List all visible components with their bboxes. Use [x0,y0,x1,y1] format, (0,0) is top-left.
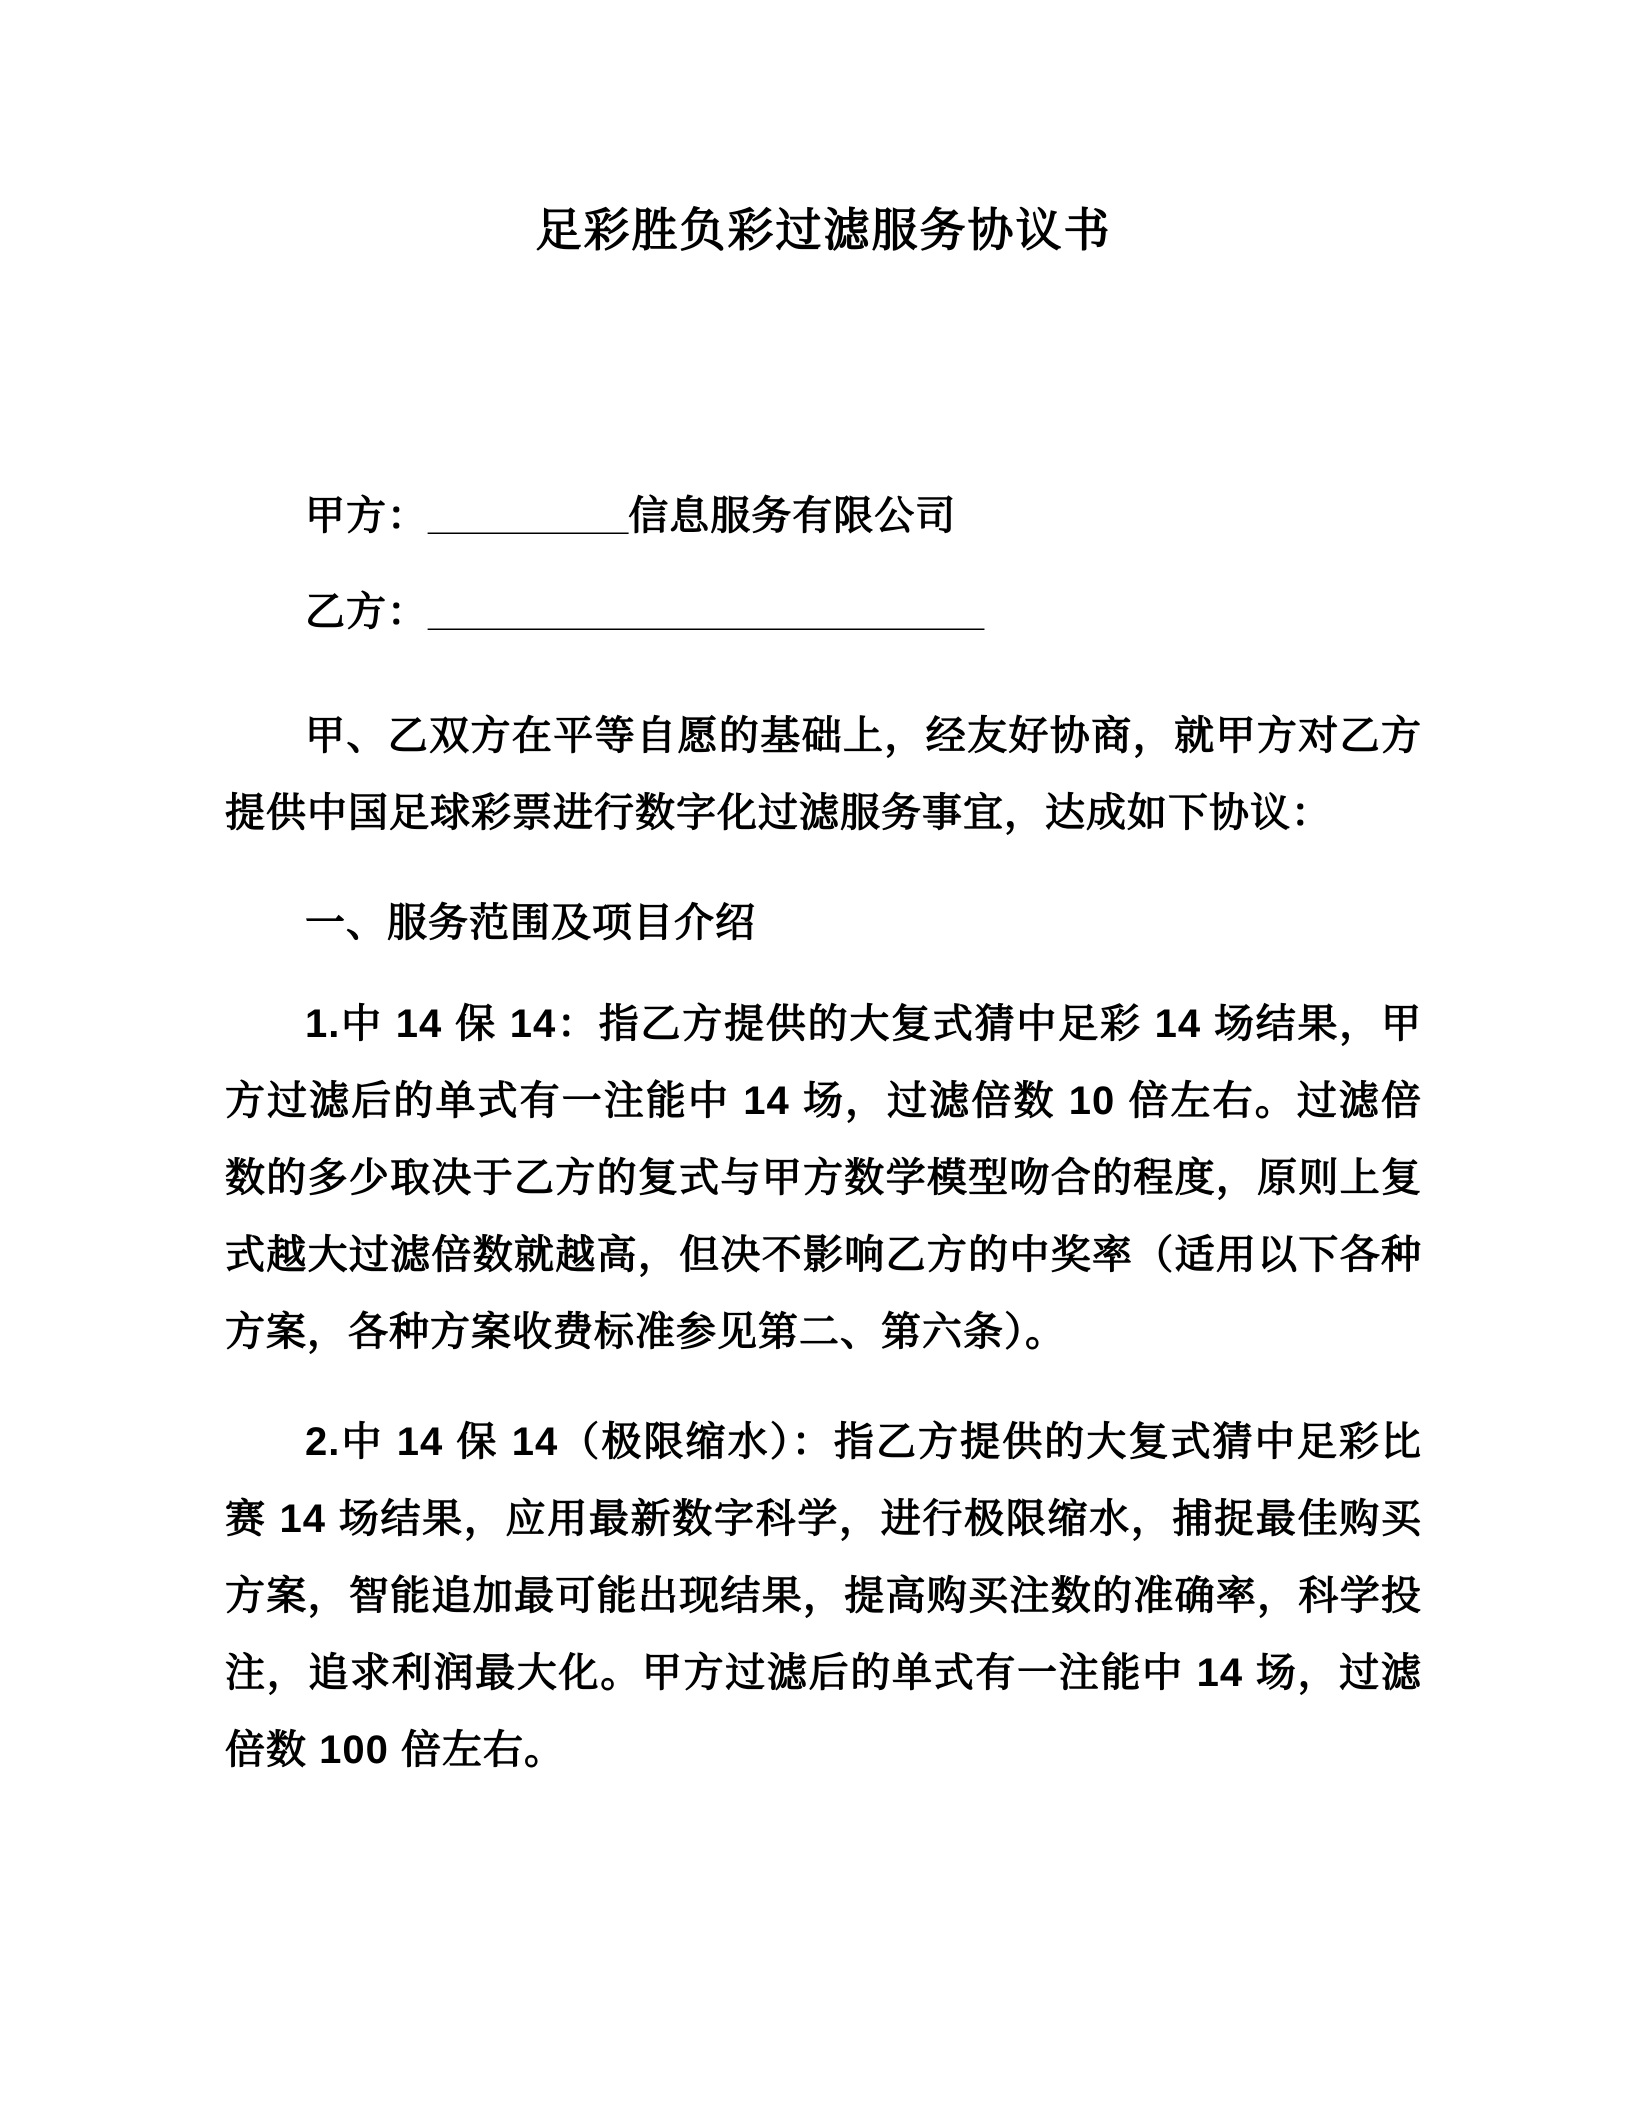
section-1-heading: 一、服务范围及项目介绍 [305,901,756,945]
party-a-line [225,488,1422,544]
document-title: 足彩胜负彩过滤服务协议书 [535,204,1112,256]
party-b-label: 乙方： [305,590,428,634]
party-a-label: 甲方： [305,494,428,538]
section-1-clause-2: 2.中 14 保 14（极限缩水）：指乙方提供的大复式猜中足彩比赛 14 场结果，应用最新数字科学，进行极限缩水，捕捉最佳购买方案，智能追加最可能出现结果，提高购买注数的准确率，科学投注，追求利润最大化。甲方过滤后的单式有一注能中 14 场，过滤倍数 100 倍左右。 [225,1420,1422,1772]
intro-paragraph: 甲、乙双方在平等自愿的基础上，经友好协商，就甲方对乙方提供中国足球彩票进行数字化过滤服务事宜，达成如下协议： [225,714,1422,835]
party-a-name: 信息服务有限公司 [628,494,957,538]
section-1-clause-1: 1.中 14 保 14：指乙方提供的大复式猜中足彩 14 场结果，甲方过滤后的单式有一注能中 14 场，过滤倍数 10 倍左右。过滤倍数的多少取决于乙方的复式与甲方数学模型吻合的程度，原则上复式越大过滤倍数就越高，但决不影响乙方的中奖率（适用以下各种方案，各种方案收费标准参见第二、第六条）。 [225,1002,1422,1354]
party-b-line [225,584,1422,640]
party-b-blank-line: _________________________ [428,590,985,634]
party-a-blank-line: _________ [428,494,629,538]
